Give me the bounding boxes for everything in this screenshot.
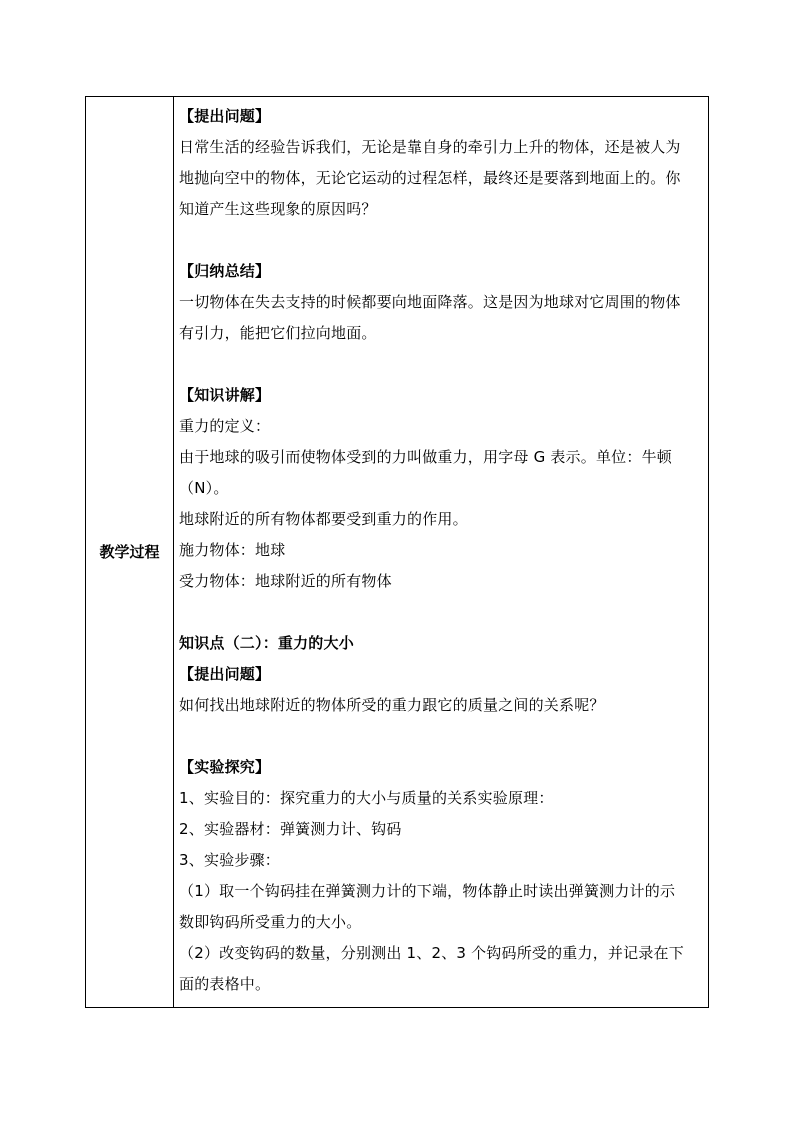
blank-line: [179, 225, 702, 256]
text-line: 有引力，能把它们拉向地面。: [179, 324, 377, 342]
row-label-cell: [86, 97, 173, 1007]
section-heading: 【归纳总结】: [179, 262, 271, 280]
text-line: 如何找出地球附近的物体所受的重力跟它的质量之间的关系呢？: [179, 696, 605, 714]
blank-line: [179, 721, 702, 752]
text-line: 重力的定义：: [179, 417, 271, 435]
text-line: （1）取一个钩码挂在弹簧测力计的下端，物体静止时读出弹簧测力计的示: [179, 882, 676, 900]
text-line: 施力物体：地球: [179, 541, 286, 559]
text-line: 日常生活的经验告诉我们，无论是靠自身的牵引力上升的物体，还是被人为: [179, 138, 681, 156]
section-heading: 【实验探究】: [179, 758, 271, 776]
text-line: 3、实验步骤：: [179, 851, 280, 869]
row-label: 教学过程: [99, 543, 160, 561]
text-line: 地抛向空中的物体，无论它运动的过程怎样，最终还是要落到地面上的。你: [179, 169, 681, 187]
text-line: 知道产生这些现象的原因吗？: [179, 200, 377, 218]
text-line: 地球附近的所有物体都要受到重力的作用。: [179, 510, 468, 528]
text-line: （N）。: [179, 479, 229, 497]
text-line: 1、实验目的：探究重力的大小与质量的关系实验原理：: [179, 789, 554, 807]
text-line: （2）改变钩码的数量，分别测出 1、2、3 个钩码所受的重力，并记录在下: [179, 944, 684, 962]
section-heading: 【提出问题】: [179, 107, 271, 125]
blank-line: [179, 597, 702, 628]
content-cell: [174, 97, 708, 1007]
text-line: 2、实验器材：弹簧测力计、钩码: [179, 820, 402, 838]
text-line: 受力物体：地球附近的所有物体: [179, 572, 392, 590]
text-line: 数即钩码所受重力的大小。: [179, 913, 362, 931]
text-line: 面的表格中。: [179, 975, 271, 993]
lesson-table: [85, 96, 709, 1008]
text-line: 由于地球的吸引而使物体受到的力叫做重力，用字母 G 表示。单位：牛顿: [179, 448, 672, 466]
section-heading: 知识点（二）：重力的大小: [179, 634, 354, 652]
text-line: 一切物体在失去支持的时候都要向地面降落。这是因为地球对它周围的物体: [179, 293, 681, 311]
section-heading: 【提出问题】: [179, 665, 271, 683]
section-heading: 【知识讲解】: [179, 386, 271, 404]
blank-line: [179, 349, 702, 380]
